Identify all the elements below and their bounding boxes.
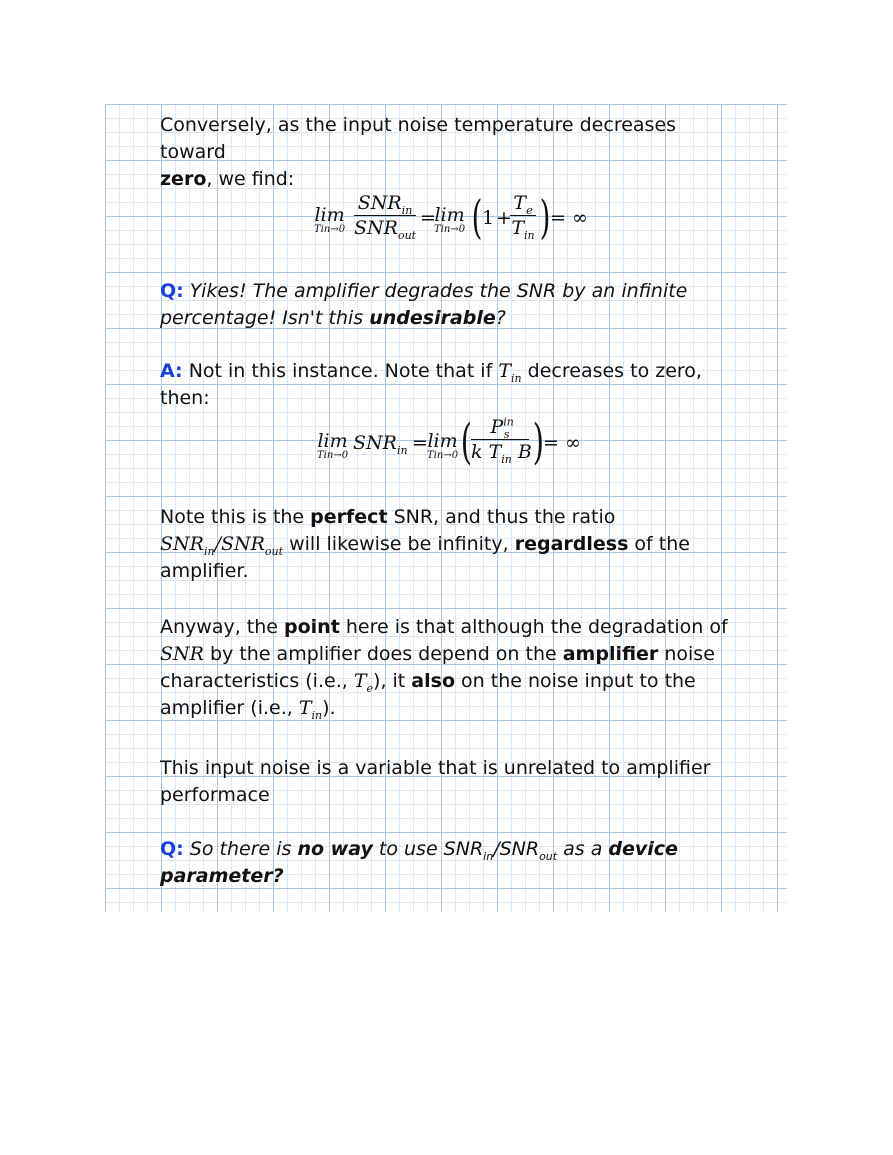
a1-tin: $T_{in}$ bbox=[498, 360, 522, 385]
eq1-tin: $T_{in}$ bbox=[511, 217, 535, 242]
p2-text-5: amplifier. bbox=[160, 560, 249, 582]
answer-1 bbox=[160, 358, 740, 412]
eq1-snr-ratio bbox=[354, 192, 417, 242]
p3-text-1: Anyway, the bbox=[160, 616, 285, 638]
q1-label: Q: bbox=[160, 280, 184, 302]
q2-text-1: So there is bbox=[189, 838, 298, 860]
eq1-limit-2 bbox=[434, 204, 465, 235]
q2-snr-ratio: $SNR_{in}/SNR_{out}$ bbox=[443, 838, 558, 863]
eq2-snr-in: $SNR_{in}$ bbox=[353, 432, 408, 457]
p3-te: $T_e$ bbox=[353, 670, 374, 695]
eq1-limit bbox=[314, 204, 345, 235]
q2-bold-parameter: parameter? bbox=[160, 865, 284, 887]
eq1-result: = ∞ bbox=[550, 207, 588, 229]
eq1-lim-word-2: lim bbox=[434, 204, 465, 226]
eq1-right-paren: ) bbox=[539, 190, 551, 244]
eq1-denominator: $SNR_{out}$ bbox=[354, 217, 417, 242]
intro-bold-zero: zero bbox=[160, 168, 207, 190]
eq1-plus: + bbox=[496, 207, 512, 229]
q2-text-2: to use bbox=[372, 838, 444, 860]
intro-rest: , we find: bbox=[206, 168, 295, 190]
eq1-equals: = bbox=[420, 207, 436, 229]
a1-text-2: decreases to zero, bbox=[521, 360, 702, 382]
p2-bold-perfect: perfect bbox=[310, 506, 388, 528]
p2-bold-regardless: regardless bbox=[514, 533, 629, 555]
eq2-lim-word-2: lim bbox=[427, 430, 458, 452]
eq1-lim-word: lim bbox=[314, 204, 345, 226]
p3-bold-also: also bbox=[411, 670, 455, 692]
p3-text-3: by the amplifier does depend on the bbox=[203, 643, 563, 665]
eq2-result: = ∞ bbox=[543, 432, 581, 454]
eq2-limit-2 bbox=[427, 430, 458, 461]
p2-text-3: will likewise be infinity, bbox=[283, 533, 515, 555]
p3-text-8: amplifier (i.e., bbox=[160, 697, 299, 719]
p3-bold-amplifier: amplifier bbox=[562, 643, 659, 665]
p3-bold-point: point bbox=[284, 616, 340, 638]
equation-2 bbox=[315, 412, 585, 476]
eq2-lim-subscript-2: Tin→0 bbox=[427, 450, 459, 461]
a1-text-3: then: bbox=[160, 387, 210, 409]
q1-bold-undesirable: undesirable bbox=[369, 307, 496, 329]
eq1-left-paren: ( bbox=[471, 190, 483, 244]
p3-text-5: characteristics (i.e., bbox=[160, 670, 354, 692]
paragraph-intro bbox=[160, 112, 740, 193]
eq1-lim-subscript-2: Tin→0 bbox=[434, 224, 466, 235]
q1-end: ? bbox=[495, 307, 506, 329]
p3-text-7: on the noise input to the bbox=[455, 670, 696, 692]
intro-line-1: Conversely, as the input noise temperature decreases toward bbox=[160, 114, 677, 163]
eq2-right-paren: ) bbox=[532, 414, 544, 470]
p2-text-1: Note this is the bbox=[160, 506, 311, 528]
eq2-left-paren: ( bbox=[460, 414, 472, 470]
q2-bold-no-way: no way bbox=[297, 838, 373, 860]
eq2-power-ratio bbox=[471, 415, 532, 466]
q1-line-1: Yikes! The amplifier degrades the SNR by an infinite bbox=[189, 280, 688, 302]
q1-line-2: percentage! Isn't this bbox=[160, 307, 370, 329]
p3-text-6: ), it bbox=[373, 670, 412, 692]
eq2-ps-in: $P^{in}_s$ bbox=[490, 415, 514, 441]
p2-snr-ratio: $SNR_{in}/SNR_{out}$ bbox=[160, 533, 284, 558]
eq2-limit bbox=[317, 430, 348, 461]
eq2-k-tin-b: k $T_{in}$ B bbox=[471, 441, 532, 466]
eq1-te: $T_e$ bbox=[513, 192, 533, 217]
question-1 bbox=[160, 278, 740, 332]
p2-text-2: SNR, and thus the ratio bbox=[387, 506, 616, 528]
p3-text-2: here is that although the degradation of bbox=[339, 616, 728, 638]
p3-tin: $T_{in}$ bbox=[298, 697, 323, 722]
p4-line-1: This input noise is a variable that is unrelated to amplifier bbox=[160, 757, 711, 779]
p2-text-4: of the bbox=[628, 533, 690, 555]
p3-text-9: ). bbox=[322, 697, 336, 719]
eq1-temp-ratio bbox=[510, 192, 536, 242]
eq2-equals: = bbox=[412, 432, 428, 454]
eq1-lim-subscript: Tin→0 bbox=[314, 224, 346, 235]
eq2-lim-subscript: Tin→0 bbox=[317, 450, 349, 461]
p4-line-2: performace bbox=[160, 784, 270, 806]
equation-1 bbox=[310, 188, 590, 250]
p3-text-4: noise bbox=[658, 643, 715, 665]
p3-snr: SNR bbox=[160, 643, 204, 665]
eq1-one: 1 bbox=[482, 207, 495, 229]
q2-bold-device: device bbox=[608, 838, 678, 860]
paragraph-anyway bbox=[160, 614, 740, 722]
q2-text-3: as a bbox=[557, 838, 609, 860]
a1-text-1: Not in this instance. Note that if bbox=[188, 360, 499, 382]
paragraph-input-noise bbox=[160, 755, 740, 809]
eq2-lim-word: lim bbox=[317, 430, 348, 452]
q2-label: Q: bbox=[160, 838, 184, 860]
question-2 bbox=[160, 836, 740, 890]
eq1-numerator: $SNR_{in}$ bbox=[357, 192, 413, 217]
paragraph-perfect-snr bbox=[160, 504, 740, 585]
a1-label: A: bbox=[160, 360, 183, 382]
